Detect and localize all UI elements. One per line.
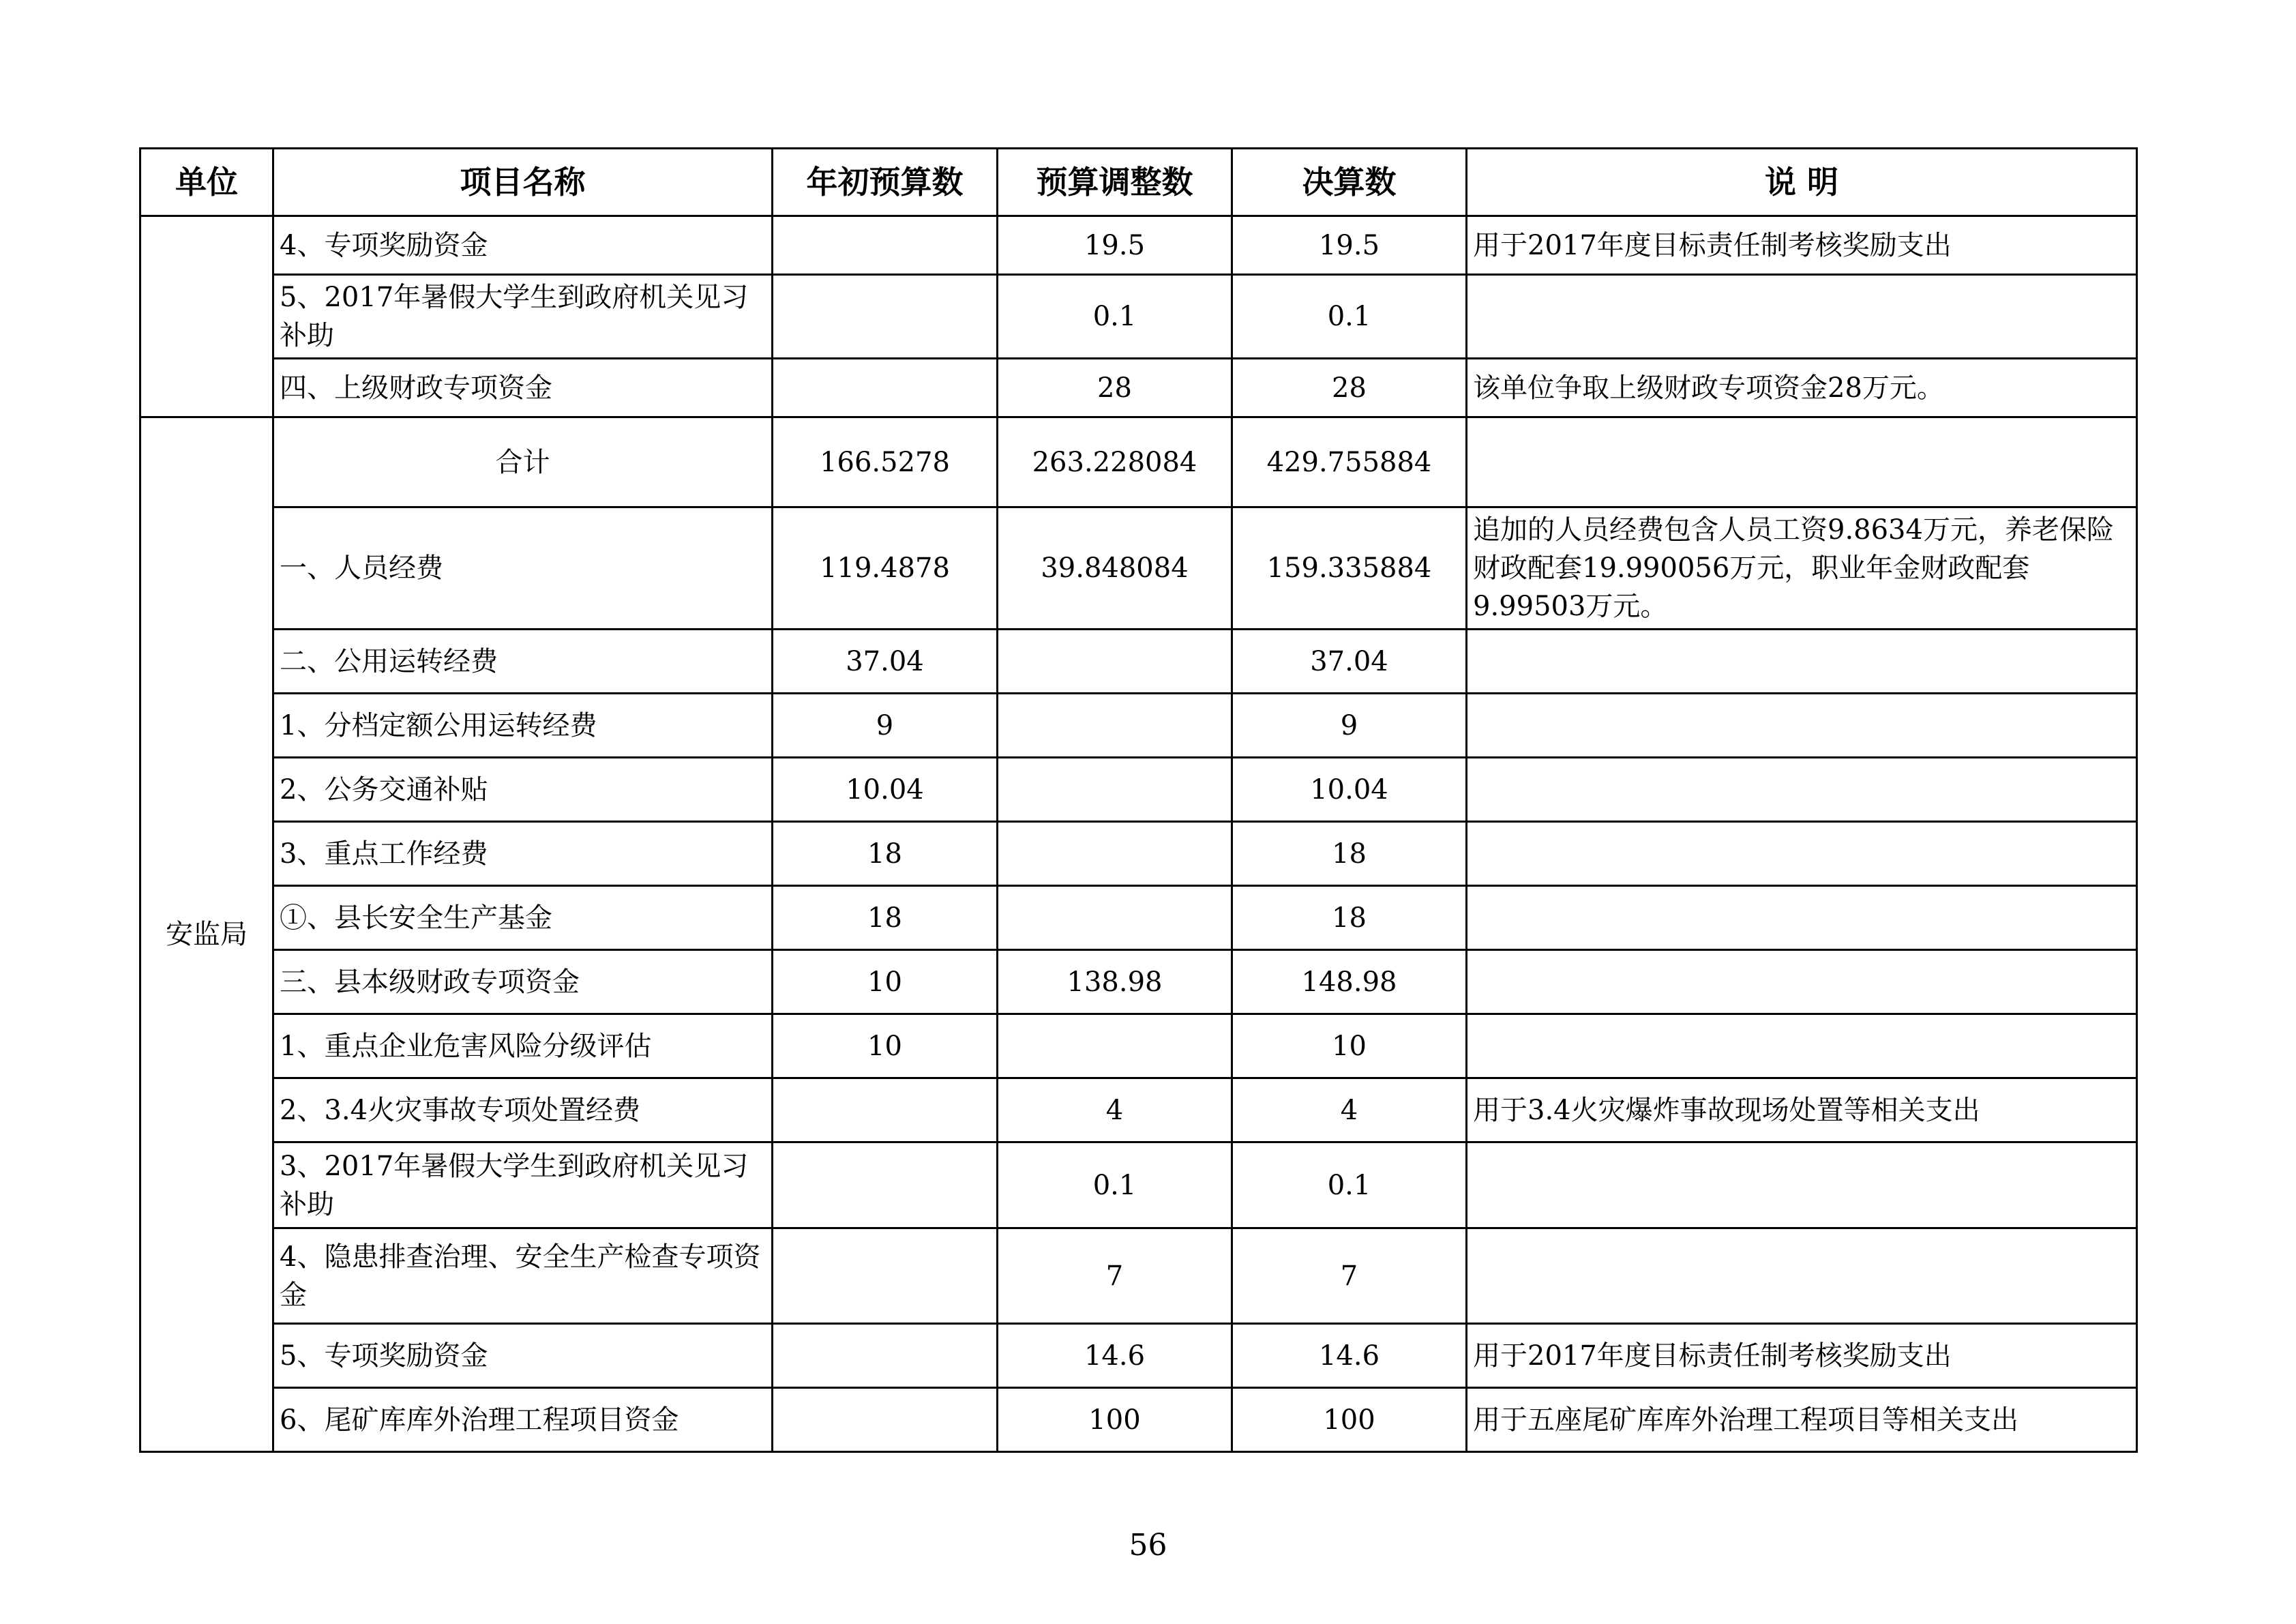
header-final-account: 决算数: [1232, 149, 1467, 216]
budget-adjustment: 263.228084: [998, 417, 1232, 507]
final-account: 159.335884: [1232, 507, 1467, 630]
initial-budget: [773, 1078, 998, 1142]
description: 该单位争取上级财政专项资金28万元。: [1467, 359, 2137, 417]
project-name: 4、隐患排查治理、安全生产检查专项资金: [273, 1228, 773, 1324]
project-name: 四、上级财政专项资金: [273, 359, 773, 417]
budget-adjustment: 0.1: [998, 275, 1232, 359]
project-name: 2、公务交通补贴: [273, 758, 773, 822]
table-row: [140, 822, 2137, 886]
description: [1467, 275, 2137, 359]
initial-budget: [773, 216, 998, 275]
initial-budget: 119.4878: [773, 507, 998, 630]
project-name: 6、尾矿库库外治理工程项目资金: [273, 1388, 773, 1452]
initial-budget: 18: [773, 886, 998, 950]
final-account: 148.98: [1232, 950, 1467, 1014]
initial-budget: [773, 275, 998, 359]
budget-adjustment: 14.6: [998, 1324, 1232, 1388]
description: 用于2017年度目标责任制考核奖励支出: [1467, 1324, 2137, 1388]
budget-adjustment: [998, 1014, 1232, 1078]
header-row: [140, 149, 2137, 216]
table-row: [140, 950, 2137, 1014]
initial-budget: 10: [773, 950, 998, 1014]
header-project-name: 项目名称: [273, 149, 773, 216]
project-name: ①、县长安全生产基金: [273, 886, 773, 950]
budget-adjustment: 7: [998, 1228, 1232, 1324]
description: [1467, 630, 2137, 694]
initial-budget: [773, 1324, 998, 1388]
description: [1467, 1228, 2137, 1324]
final-account: 19.5: [1232, 216, 1467, 275]
table-row: [140, 417, 2137, 507]
description: [1467, 950, 2137, 1014]
table-row: [140, 694, 2137, 758]
project-name: 3、2017年暑假大学生到政府机关见习补助: [273, 1142, 773, 1228]
description: 追加的人员经费包含人员工资9.8634万元，养老保险财政配套19.990056万元，职业年金财政配套9.99503万元。: [1467, 507, 2137, 630]
initial-budget: 37.04: [773, 630, 998, 694]
description: 用于3.4火灾爆炸事故现场处置等相关支出: [1467, 1078, 2137, 1142]
final-account: 10.04: [1232, 758, 1467, 822]
final-account: 28: [1232, 359, 1467, 417]
final-account: 10: [1232, 1014, 1467, 1078]
table-row: [140, 1014, 2137, 1078]
description: [1467, 822, 2137, 886]
final-account: 429.755884: [1232, 417, 1467, 507]
budget-table: [139, 147, 2138, 1453]
table-row: [140, 1142, 2137, 1228]
initial-budget: 10: [773, 1014, 998, 1078]
initial-budget: [773, 1142, 998, 1228]
final-account: 18: [1232, 822, 1467, 886]
table-row: [140, 275, 2137, 359]
initial-budget: [773, 1388, 998, 1452]
table-row: [140, 507, 2137, 630]
budget-adjustment: 19.5: [998, 216, 1232, 275]
project-name: 3、重点工作经费: [273, 822, 773, 886]
budget-adjustment: [998, 758, 1232, 822]
initial-budget: 9: [773, 694, 998, 758]
table-row: [140, 1078, 2137, 1142]
budget-adjustment: 0.1: [998, 1142, 1232, 1228]
table-row: [140, 630, 2137, 694]
final-account: 0.1: [1232, 275, 1467, 359]
final-account: 100: [1232, 1388, 1467, 1452]
table-row: [140, 1228, 2137, 1324]
project-name: 合计: [273, 417, 773, 507]
budget-adjustment: 100: [998, 1388, 1232, 1452]
budget-adjustment: [998, 886, 1232, 950]
header-description: 说 明: [1467, 149, 2137, 216]
description: [1467, 417, 2137, 507]
project-name: 1、分档定额公用运转经费: [273, 694, 773, 758]
unit-cell-blank: [140, 216, 273, 417]
header-budget-adjustment: 预算调整数: [998, 149, 1232, 216]
description: [1467, 1014, 2137, 1078]
table-row: [140, 1324, 2137, 1388]
description: 用于五座尾矿库库外治理工程项目等相关支出: [1467, 1388, 2137, 1452]
page-number: 56: [1129, 1528, 1167, 1563]
table-row: [140, 886, 2137, 950]
final-account: 9: [1232, 694, 1467, 758]
initial-budget: 10.04: [773, 758, 998, 822]
initial-budget: [773, 359, 998, 417]
table-row: [140, 216, 2137, 275]
budget-adjustment: [998, 822, 1232, 886]
project-name: 5、2017年暑假大学生到政府机关见习补助: [273, 275, 773, 359]
table-row: [140, 359, 2137, 417]
table-row: [140, 1388, 2137, 1452]
description: [1467, 694, 2137, 758]
budget-adjustment: [998, 630, 1232, 694]
final-account: 14.6: [1232, 1324, 1467, 1388]
initial-budget: 166.5278: [773, 417, 998, 507]
budget-adjustment: 39.848084: [998, 507, 1232, 630]
project-name: 4、专项奖励资金: [273, 216, 773, 275]
budget-adjustment: [998, 694, 1232, 758]
final-account: 4: [1232, 1078, 1467, 1142]
header-initial-budget: 年初预算数: [773, 149, 998, 216]
project-name: 三、县本级财政专项资金: [273, 950, 773, 1014]
project-name: 二、公用运转经费: [273, 630, 773, 694]
initial-budget: 18: [773, 822, 998, 886]
final-account: 37.04: [1232, 630, 1467, 694]
initial-budget: [773, 1228, 998, 1324]
unit-name: 安监局: [140, 417, 273, 1452]
description: [1467, 1142, 2137, 1228]
budget-adjustment: 28: [998, 359, 1232, 417]
description: 用于2017年度目标责任制考核奖励支出: [1467, 216, 2137, 275]
final-account: 0.1: [1232, 1142, 1467, 1228]
project-name: 1、重点企业危害风险分级评估: [273, 1014, 773, 1078]
table-row: [140, 758, 2137, 822]
header-unit: 单位: [140, 149, 273, 216]
project-name: 2、3.4火灾事故专项处置经费: [273, 1078, 773, 1142]
project-name: 一、人员经费: [273, 507, 773, 630]
description: [1467, 886, 2137, 950]
description: [1467, 758, 2137, 822]
budget-adjustment: 138.98: [998, 950, 1232, 1014]
budget-adjustment: 4: [998, 1078, 1232, 1142]
project-name: 5、专项奖励资金: [273, 1324, 773, 1388]
final-account: 18: [1232, 886, 1467, 950]
final-account: 7: [1232, 1228, 1467, 1324]
